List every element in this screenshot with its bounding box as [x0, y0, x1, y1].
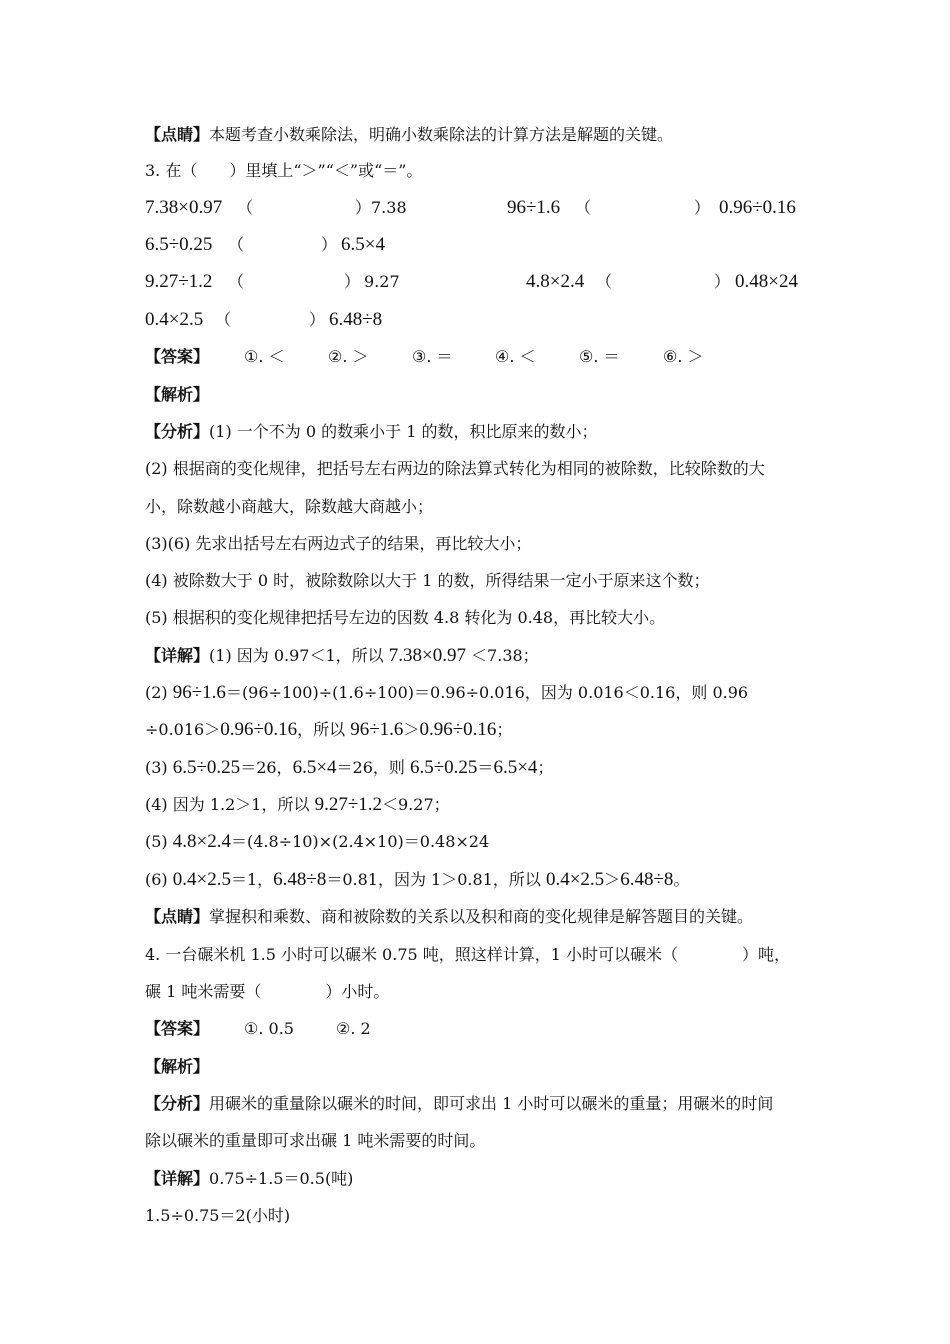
- math: 6.5÷0.25: [409, 757, 478, 778]
- blank-open: （: [237, 198, 254, 217]
- fenxi-tag: 【分析】: [145, 1094, 210, 1113]
- math: 6.5×4: [292, 757, 337, 778]
- math: 4.8×2.4: [172, 831, 231, 852]
- text: (1) 因为 0.97＜1，所以: [209, 646, 389, 665]
- answer-4: ④. ＜: [495, 347, 536, 366]
- tip-text: 本题考查小数乘除法，明确小数乘除法的计算方法是解题的关键。: [209, 125, 674, 144]
- q3-detail-3: [145, 757, 820, 779]
- answer-2: ②. 2: [336, 1019, 371, 1038]
- text: ＝: [477, 758, 494, 777]
- rhs: 6.5×4: [341, 234, 385, 255]
- xiangjie-tag: 【详解】: [145, 1169, 210, 1188]
- fenxi-text: (1) 一个不为 0 的数乘小于 1 的数，积比原来的数小；: [209, 422, 598, 441]
- answer-tag: 【答案】: [145, 1019, 210, 1038]
- rhs: 6.48÷8: [329, 309, 383, 330]
- math: 6.5÷0.25: [172, 757, 241, 778]
- q4-detail-1: [145, 1168, 820, 1190]
- q3-fenxi-3: (3)(6) 先求出括号左右两边式子的结果，再比较大小；: [145, 534, 532, 553]
- text: (2): [145, 683, 173, 702]
- rhs: 9.27: [364, 272, 400, 291]
- q3-detail-6: [145, 869, 820, 891]
- q4-stem-cont: 碾 1 吨米需要（ ）小时。: [145, 982, 390, 1001]
- blank-close: ）: [321, 235, 338, 254]
- q3-fenxi-4: (4) 被除数大于 0 时，被除数除以大于 1 的数，所得结果一定小于原来这个数；: [145, 571, 710, 590]
- blank-open: （: [215, 310, 232, 329]
- text: ＞: [403, 720, 420, 739]
- math: 7.38×0.97: [388, 645, 466, 666]
- q3-fenxi-2-cont: 小，除数越小商越大，除数越大商越小；: [145, 497, 434, 516]
- q3-fenxi-1: [145, 421, 820, 443]
- q4-jiexi: 【解析】: [145, 1057, 210, 1076]
- text: 。: [673, 870, 690, 889]
- math: 6.48÷8: [620, 869, 674, 890]
- expr: 6.5÷0.25: [145, 234, 213, 255]
- answer-5: ⑤. ＝: [579, 347, 620, 366]
- math: 6.5×4: [493, 757, 538, 778]
- tip-tag: 【点睛】: [145, 125, 210, 144]
- text: ＝26，则: [336, 758, 410, 777]
- fenxi-tag: 【分析】: [145, 422, 210, 441]
- math: 6.48÷8: [273, 869, 327, 890]
- q3-fenxi-5: (5) 根据积的变化规律把括号左边的因数 4.8 转化为 0.48，再比较大小。: [145, 608, 666, 627]
- q3-detail-4: [145, 794, 820, 816]
- text: ＝0.81，因为 1＞0.81，所以: [326, 870, 546, 889]
- text: ＝(4.8÷10)×(2.4×10)＝0.48×24: [230, 832, 490, 851]
- answer-1: ①. ＜: [244, 347, 285, 366]
- blank-open: （: [575, 198, 592, 217]
- rhs: 0.96÷0.16: [719, 197, 796, 218]
- q3-tip: [145, 906, 820, 928]
- text: ＜9.27；: [382, 795, 450, 814]
- tip-text: 掌握积和乘数、商和被除数的关系以及积和商的变化规律是解答题目的关键。: [209, 907, 754, 926]
- math: 0.96÷0.16: [220, 719, 298, 740]
- q4-detail-2: 1.5÷0.75＝2(小时): [145, 1206, 291, 1225]
- blank-close: ）: [694, 198, 711, 217]
- text: ÷0.016＞: [145, 720, 221, 739]
- q4-fenxi: [145, 1093, 820, 1115]
- math: 0.4×2.5: [545, 869, 605, 890]
- fenxi-text: 用碾米的重量除以碾米的时间，即可求出 1 小时可以碾米的重量；用碾米的时间: [209, 1094, 774, 1113]
- text: ＝26，: [240, 758, 293, 777]
- q4-stem: 4. 一台碾米机 1.5 小时可以碾米 0.75 吨，照这样计算，1 小时可以碾米（ ）吨，: [145, 945, 791, 964]
- q3-detail-1: [145, 645, 820, 667]
- text: ＜7.38；: [465, 646, 539, 665]
- text: ＞: [604, 870, 621, 889]
- blank-open: （: [596, 272, 613, 291]
- q2-tip-line: [145, 124, 820, 146]
- text: ，所以: [297, 720, 351, 739]
- q3-detail-5: [145, 831, 820, 853]
- rhs: 0.48×24: [735, 271, 798, 292]
- text: (4) 因为 1.2＞1，所以: [145, 795, 315, 814]
- text: (5): [145, 832, 173, 851]
- expr: 4.8×2.4: [526, 271, 585, 292]
- answer-tag: 【答案】: [145, 347, 210, 366]
- q3-detail-2-cont: [145, 719, 820, 741]
- expr: 0.4×2.5: [145, 309, 204, 330]
- detail-text: 0.75÷1.5＝0.5(吨): [209, 1169, 354, 1188]
- blank-close: ）: [355, 198, 372, 217]
- q3-stem: 3. 在（ ）里填上“＞”“＜”或“＝”。: [145, 161, 423, 180]
- answer-3: ③. ＝: [412, 347, 453, 366]
- q3-detail-2: [145, 682, 820, 704]
- text: ＝(96÷100)÷(1.6÷100)＝0.96÷0.016，因为 0.016＜0.16，则 0.96: [225, 683, 749, 702]
- answer-6: ⑥. ＞: [663, 347, 704, 366]
- q3-fenxi-2: (2) 根据商的变化规律，把括号左右两边的除法算式转化为相同的被除数，比较除数的大: [145, 459, 765, 478]
- math: 9.27÷1.2: [314, 794, 382, 815]
- xiangjie-tag: 【详解】: [145, 646, 210, 665]
- answer-2: ②. ＞: [328, 347, 369, 366]
- math: 96÷1.6: [350, 719, 404, 740]
- text: ；: [496, 720, 513, 739]
- blank-close: ）: [344, 272, 361, 291]
- expr: 9.27÷1.2: [145, 271, 213, 292]
- math: 0.96÷0.16: [419, 719, 497, 740]
- tip-tag: 【点睛】: [145, 907, 210, 926]
- text: (6): [145, 870, 173, 889]
- blank-open: （: [228, 272, 245, 291]
- blank-close: ）: [714, 272, 731, 291]
- text: ＝1，: [230, 870, 274, 889]
- answer-1: ①. 0.5: [244, 1019, 294, 1038]
- expr: 7.38×0.97: [145, 197, 223, 218]
- expr: 96÷1.6: [507, 197, 561, 218]
- math: 0.4×2.5: [172, 869, 231, 890]
- math: 96÷1.6: [172, 682, 226, 703]
- text: (3): [145, 758, 173, 777]
- blank-close: ）: [309, 310, 326, 329]
- blank-open: （: [228, 235, 245, 254]
- text: ；: [537, 758, 554, 777]
- q3-jiexi: 【解析】: [145, 385, 210, 404]
- rhs: 7.38: [371, 198, 407, 217]
- q4-fenxi-cont: 除以碾米的重量即可求出碾 1 吨米需要的时间。: [145, 1131, 486, 1150]
